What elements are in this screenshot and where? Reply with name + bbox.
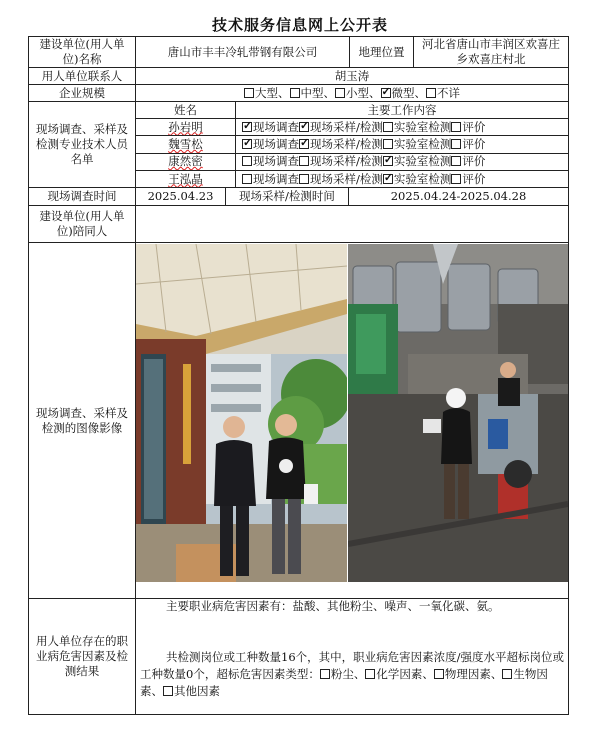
work-option <box>242 172 299 187</box>
checkbox <box>451 139 461 149</box>
work-option <box>299 120 383 135</box>
checkbox <box>242 174 252 184</box>
findings-line2a: 共检测岗位或工种数量 <box>166 650 281 664</box>
work-option <box>242 154 299 169</box>
work-option <box>383 120 452 135</box>
survey-time-label: 现场调查时间 <box>28 187 136 206</box>
work-option <box>242 137 299 152</box>
checkbox <box>242 139 252 149</box>
companion-value <box>135 205 569 243</box>
hazard-option <box>163 684 220 698</box>
survey-time-value: 2025.04.23 <box>135 187 226 206</box>
checkbox <box>163 686 173 696</box>
hazard-option <box>434 667 503 681</box>
option-label: 实验室检测 <box>393 171 452 186</box>
work-option <box>383 154 452 169</box>
unit-value <box>135 36 350 68</box>
work-option <box>451 120 485 135</box>
work-option <box>383 172 452 187</box>
scale-options <box>135 84 569 102</box>
staff-name <box>135 135 236 153</box>
checkbox <box>451 174 461 184</box>
staff-name-text: 魏雪松 <box>168 136 203 151</box>
contact-value: 胡玉涛 <box>135 67 569 85</box>
option-label: 其他因素 <box>174 684 220 698</box>
option-label: 现场调查 <box>253 119 299 134</box>
option-label: 微型、 <box>391 85 426 100</box>
findings-count: 16 <box>281 650 296 664</box>
work-option <box>451 137 485 152</box>
checkbox <box>383 122 393 132</box>
option-label: 不详 <box>437 85 460 100</box>
staff-name-text: 康然密 <box>168 154 203 169</box>
findings-line2b: 个，其中，职业病危害因素浓度/强度水平超标岗位或工种数量0个，超标危害因素类型： <box>140 650 565 681</box>
checkbox <box>335 88 345 98</box>
staff-label: 现场调查、采样及检测专业技术人员名单 <box>28 101 136 188</box>
staff-work <box>235 153 569 171</box>
staff-name <box>135 153 236 171</box>
checkbox <box>242 122 252 132</box>
findings-paragraph <box>140 649 564 700</box>
page-title: 技术服务信息网上公开表 <box>211 16 388 34</box>
checkbox <box>383 139 393 149</box>
option-label: 现场调查 <box>253 171 299 186</box>
work-header: 主要工作内容 <box>235 101 569 119</box>
option-label: 粉尘、 <box>330 667 366 681</box>
checkbox <box>242 156 252 166</box>
companion-label: 建设单位(用人单位)陪同人 <box>28 205 136 243</box>
option-label: 现场采样/检测 <box>310 171 383 186</box>
checkbox <box>434 669 444 679</box>
staff-name-text: 孙岩明 <box>168 119 203 134</box>
checkbox <box>451 122 461 132</box>
checkbox <box>299 122 309 132</box>
checkbox <box>502 669 512 679</box>
site-photo-workshop <box>348 244 568 582</box>
option-label: 评价 <box>462 171 486 186</box>
checkbox <box>383 174 393 184</box>
option-label: 实验室检测 <box>393 154 452 169</box>
work-option <box>299 172 383 187</box>
scale-option <box>290 86 336 101</box>
staff-name <box>135 170 236 188</box>
option-label: 化学因素、 <box>376 667 434 681</box>
work-option <box>451 172 485 187</box>
findings-label: 用人单位存在的职业病危害因素及检测结果 <box>28 598 136 715</box>
findings-line1: 主要职业病危害因素有：盐酸、其他粉尘、噪声、一氧化碳、氨。 <box>166 599 500 613</box>
checkbox <box>299 174 309 184</box>
option-label: 中型、 <box>300 85 335 100</box>
hazard-option <box>320 667 366 681</box>
option-label: 生物因素、 <box>140 667 548 698</box>
contact-label: 用人单位联系人 <box>28 67 136 85</box>
work-option <box>299 137 383 152</box>
sampling-time-value: 2025.04.24-2025.04.28 <box>348 187 569 206</box>
work-option <box>451 154 485 169</box>
checkbox <box>290 88 300 98</box>
option-label: 大型、 <box>255 85 290 100</box>
name-header: 姓名 <box>135 101 236 119</box>
location-label: 地理位置 <box>349 36 414 68</box>
unit-value-text: 唐山市丰丰冷轧带钢有限公司 <box>167 44 318 59</box>
checkbox <box>244 88 254 98</box>
option-label: 评价 <box>462 136 486 151</box>
option-label: 现场采样/检测 <box>310 136 383 151</box>
staff-work <box>235 170 569 188</box>
checkbox <box>381 88 391 98</box>
option-label: 现场调查 <box>253 136 299 151</box>
work-option <box>299 154 383 169</box>
staff-name <box>135 118 236 136</box>
option-label: 评价 <box>462 154 486 169</box>
checkbox <box>365 669 375 679</box>
location-value: 河北省唐山市丰润区欢喜庄乡欢喜庄村北 <box>413 36 569 68</box>
option-label: 现场采样/检测 <box>310 119 383 134</box>
option-label: 评价 <box>462 119 486 134</box>
checkbox <box>426 88 436 98</box>
checkbox <box>299 139 309 149</box>
images-label: 现场调查、采样及检测的图像影像 <box>28 242 136 599</box>
option-label: 实验室检测 <box>393 136 452 151</box>
scale-option <box>244 86 290 101</box>
option-label: 现场采样/检测 <box>310 154 383 169</box>
checkbox <box>451 156 461 166</box>
hazard-option <box>365 667 434 681</box>
work-option <box>383 137 452 152</box>
staff-work <box>235 135 569 153</box>
work-option <box>242 120 299 135</box>
scale-option <box>426 86 460 101</box>
scale-label: 企业规模 <box>28 84 136 102</box>
option-label: 物理因素、 <box>444 667 503 681</box>
site-photo-entrance <box>136 244 347 582</box>
scale-option <box>381 86 427 101</box>
staff-work <box>235 118 569 136</box>
sampling-time-label: 现场采样/检测时间 <box>225 187 349 206</box>
staff-name-text: 王泓晶 <box>168 171 203 186</box>
option-label: 小型、 <box>346 85 381 100</box>
option-label: 现场调查 <box>253 154 299 169</box>
checkbox <box>299 156 309 166</box>
checkbox <box>383 156 393 166</box>
option-label: 实验室检测 <box>393 119 452 134</box>
scale-option <box>335 86 381 101</box>
unit-label: 建设单位(用人单位)名称 <box>28 36 136 68</box>
checkbox <box>320 669 330 679</box>
